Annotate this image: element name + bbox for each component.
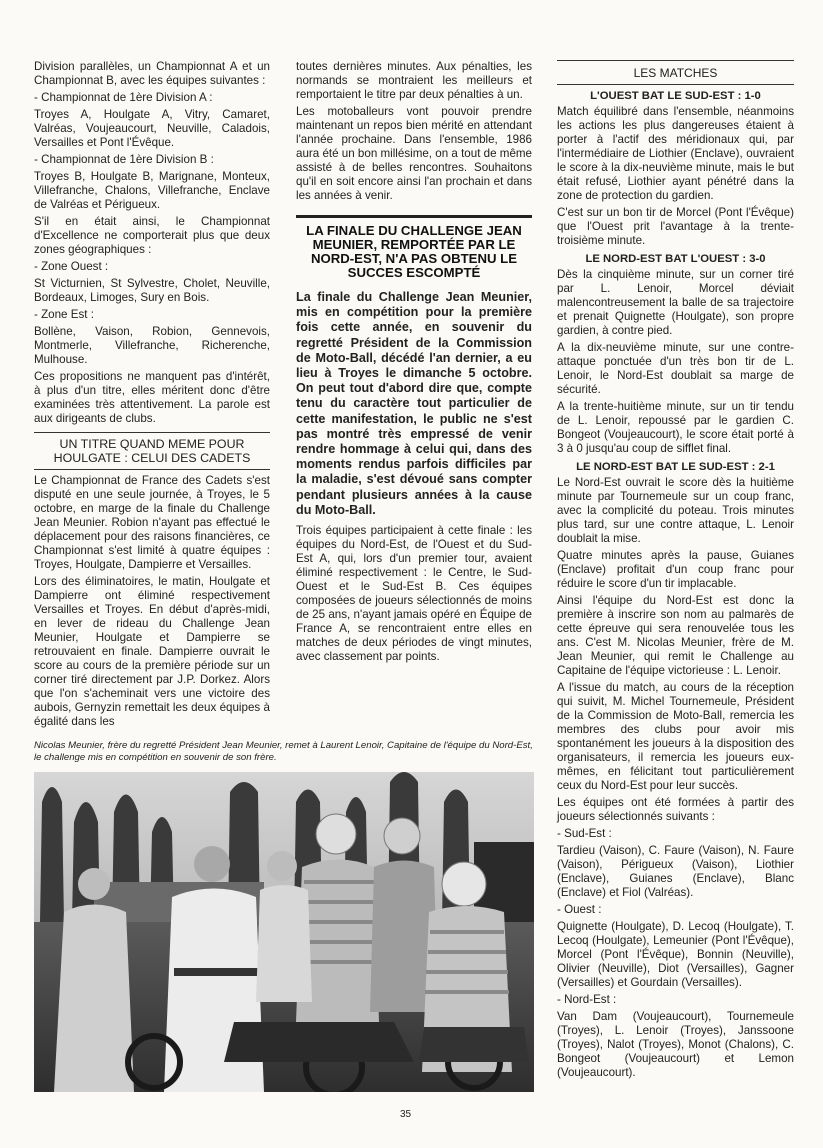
paragraph: - Ouest : <box>557 903 602 916</box>
match-heading: L'OUEST BAT LE SUD-EST : 1-0 <box>590 90 761 102</box>
section-heading-cadets: UN TITRE QUAND MEME POUR HOULGATE : CELUI DES CADETS <box>34 432 270 465</box>
column-right <box>557 60 794 1083</box>
photo-challenge-ceremony <box>34 772 534 1092</box>
divider <box>34 469 270 470</box>
paragraph: - Championnat de 1ère Division A : <box>34 91 213 104</box>
article-headline: LA FINALE DU CHALLENGE JEAN MEUNIER, REMPORTÉE PAR LE NORD-EST, N'A PAS OBTENU LE SUCCES ESCOMPTÉ <box>296 215 532 280</box>
section-heading-matches: LES MATCHES <box>557 60 794 85</box>
paragraph: Les équipes ont été formées à partir des joueurs sélectionnés suivants : <box>557 796 794 823</box>
paragraph: S'il en était ainsi, le Championnat d'Excellence ne comporterait plus que deux zones géographiques : <box>34 215 270 256</box>
paragraph: toutes dernières minutes. Aux pénalties, les normands se montraient les meilleurs et remportaient le titre par deux pénalties à un. <box>296 60 532 101</box>
photo-image <box>34 772 534 1092</box>
paragraph: A la dix-neuvième minute, sur une contre-attaque ponctuée d'un très bon tir de L. Lenoir, le Nord-Est doublait sa marge de sécurité. <box>557 341 794 396</box>
paragraph: Van Dam (Voujeaucourt), Tournemeule (Troyes), L. Lenoir (Troyes), Janssoone (Troyes), Nalot (Troyes), Monot (Chalons), C. Bongeot (Voujeaucourt) et Lemon (Voujeaucourt). <box>557 1010 794 1079</box>
photo-caption: Nicolas Meunier, frère du regretté Président Jean Meunier, remet à Laurent Lenoir, Capitaine de l'équipe du Nord-Est, le challenge mis en compétition en souvenir de son frère. <box>34 740 533 763</box>
paragraph: Lors des éliminatoires, le matin, Houlgate et Dampierre ont éliminé respectivement Versailles et Troyes. En début d'après-midi, en lever de rideau du Challenge Jean Meunier, Houlgate et Dampierre se retrouvaient en finale. Dampierre ouvrait le score au cours de la première période sur un corner tiré directement par J.P. Dorkez. Alors que l'on s'acheminait vers une victoire des aubois, Gernyzin remettait les deux équipes à égalité dans les <box>34 575 270 728</box>
paragraph: Match équilibré dans l'ensemble, néanmoins les actions les plus dangereuses étaient à porter à l'actif des méridionaux qui, par l'intermédiaire de Liothier (Enclave), ouvraient le score à la dix-neuvième minute, mais le but était refusé, Liothier ayant pénétré dans la zone de protection du gardien. <box>557 105 794 202</box>
paragraph: Le Championnat de France des Cadets s'est disputé en une seule journée, à Troyes, le 5 octobre, en marge de la finale du Challenge Jean Meunier. Robion n'ayant pas effectué le déplacement pour des raisons financières, ce Championnat s'est limité à quatre équipes : Troyes, Houlgate, Dampierre et Versailles. <box>34 474 270 571</box>
column-left <box>34 60 270 732</box>
paragraph: - Nord-Est : <box>557 993 617 1006</box>
paragraph: Ainsi l'équipe du Nord-Est est donc la première à inscrire son nom au palmarès de cette épreuve qui sera renouvelée tous les ans. C'est M. Nicolas Meunier, frère de M. Jean Meunier, qui remit le Challenge au Capitaine de l'équipe victorieuse : L. Lenoir. <box>557 594 794 677</box>
paragraph: Quatre minutes après la pause, Guianes (Enclave) profitait d'un coup franc pour réduire le score d'un tir implacable. <box>557 549 794 590</box>
paragraph: Le Nord-Est ouvrait le score dès la huitième minute par Tournemeule sur un coup franc, avec la complicité du poteau. Trois minutes plus tard, sur une contre attaque, L. Lenoir doublait la mise. <box>557 476 794 545</box>
column-middle <box>296 60 532 667</box>
paragraph: Troyes A, Houlgate A, Vitry, Camaret, Valréas, Voujeaucourt, Neuville, Caladois, Versailles et Pont l'Évêque. <box>34 108 270 149</box>
match-heading: LE NORD-EST BAT LE SUD-EST : 2-1 <box>576 461 775 473</box>
paragraph: Quignette (Houlgate), D. Lecoq (Houlgate), T. Lecoq (Houlgate), Lemeunier (Pont l'Évêque), Morcel (Pont l'Évêque), Bonnin (Neuville), Olivier (Neuville), Diot (Versailles), Gagner (Versailles) et Gourdain (Versailles). <box>557 920 794 989</box>
article-lead: La finale du Challenge Jean Meunier, mis en compétition pour la première fois cette année, en souvenir du regretté Président de la Commission de Moto-Ball, décédé l'an dernier, a eu lieu à Troyes le dimanche 5 octobre. On peut tout d'abord dire que, compte tenu du caractère tout particulier de cette manifestation, le public ne s'est pas montré très empressé de venir rendre hommage à celui qui, dans des moments rendus parfois difficiles par la maladie, s'est dévoué sans compter pendant plusieurs années à la cause du Moto-Ball. <box>296 290 532 517</box>
paragraph: - Sud-Est : <box>557 827 612 840</box>
paragraph: Dès la cinquième minute, sur un corner tiré par L. Lenoir, Morcel déviait malencontreusement la balle de sa trajectoire et prenait Quignette (Houlgate), son propre gardien, à contre pied. <box>557 268 794 337</box>
paragraph: Trois équipes participaient à cette finale : les équipes du Nord-Est, de l'Ouest et du Sud-Est A, qui, lors d'un premier tour, avaient éliminé respectivement : le Centre, le Sud-Ouest et le Sud-Est B. Ces équipes composées de joueurs sélectionnés de moins de 25 ans, n'ayant jamais opéré en Équipe de France A, se rencontraient entre elles en matches de deux périodes de vingt minutes, avec classement par points. <box>296 524 532 664</box>
paragraph: Division parallèles, un Championnat A et un Championnat B, avec les équipes suivantes : <box>34 60 270 87</box>
paragraph: - Zone Ouest : <box>34 260 109 273</box>
paragraph: Troyes B, Houlgate B, Marignane, Monteux, Villefranche, Chalons, Villefranche, Enclave de Valréas et Périgueux. <box>34 170 270 211</box>
paragraph: Ces propositions ne manquent pas d'intérêt, à plus d'un titre, elles méritent donc d'être examinées très attentivement. La parole est aux dirigeants de clubs. <box>34 370 270 425</box>
paragraph: A l'issue du match, au cours de la réception qui suivit, M. Michel Tournemeule, Président de la Commission de Moto-Ball, remercia les membres des clubs pour avoir mis spontanément les joueurs à la disposition des organisateurs, il remercia les joueurs eux-mêmes, en félicitant tout particulièrement ceux du Nord-Est pour leur succès. <box>557 681 794 792</box>
paragraph: - Zone Est : <box>34 308 94 321</box>
paragraph: St Victurnien, St Sylvestre, Cholet, Neuville, Bordeaux, Limoges, Sury en Bois. <box>34 277 270 304</box>
paragraph: Tardieu (Vaison), C. Faure (Vaison), N. Faure (Vaison), Périgueux (Vaison), Liothier (Enclave), Guianes (Enclave), Blanc (Enclave) et Fiol (Valréas). <box>557 844 794 899</box>
page-number: 35 <box>400 1109 412 1120</box>
paragraph: Les motoballeurs vont pouvoir prendre maintenant un repos bien mérité en attendant l'année prochaine. Dans l'ensemble, 1986 aura été un bon millésime, on a tout de même assisté à de belles rencontres. Souhaitons qu'il en soit encore ainsi l'an prochain et dans les années à venir. <box>296 105 532 202</box>
match-heading: LE NORD-EST BAT L'OUEST : 3-0 <box>585 253 766 265</box>
paragraph: Bollène, Vaison, Robion, Gennevois, Montmerle, Villefranche, Richerenche, Mulhouse. <box>34 325 270 366</box>
paragraph: - Championnat de 1ère Division B : <box>34 153 214 166</box>
paragraph: C'est sur un bon tir de Morcel (Pont l'Évêque) que l'Ouest prit l'avantage à la trente-troisième minute. <box>557 206 794 247</box>
paragraph: A la trente-huitième minute, sur un tir tendu de L. Lenoir, repoussé par le gardien C. Bongeot (Voujeaucourt), le score était porté à 3 à 0 jusqu'au coup de sifflet final. <box>557 400 794 455</box>
